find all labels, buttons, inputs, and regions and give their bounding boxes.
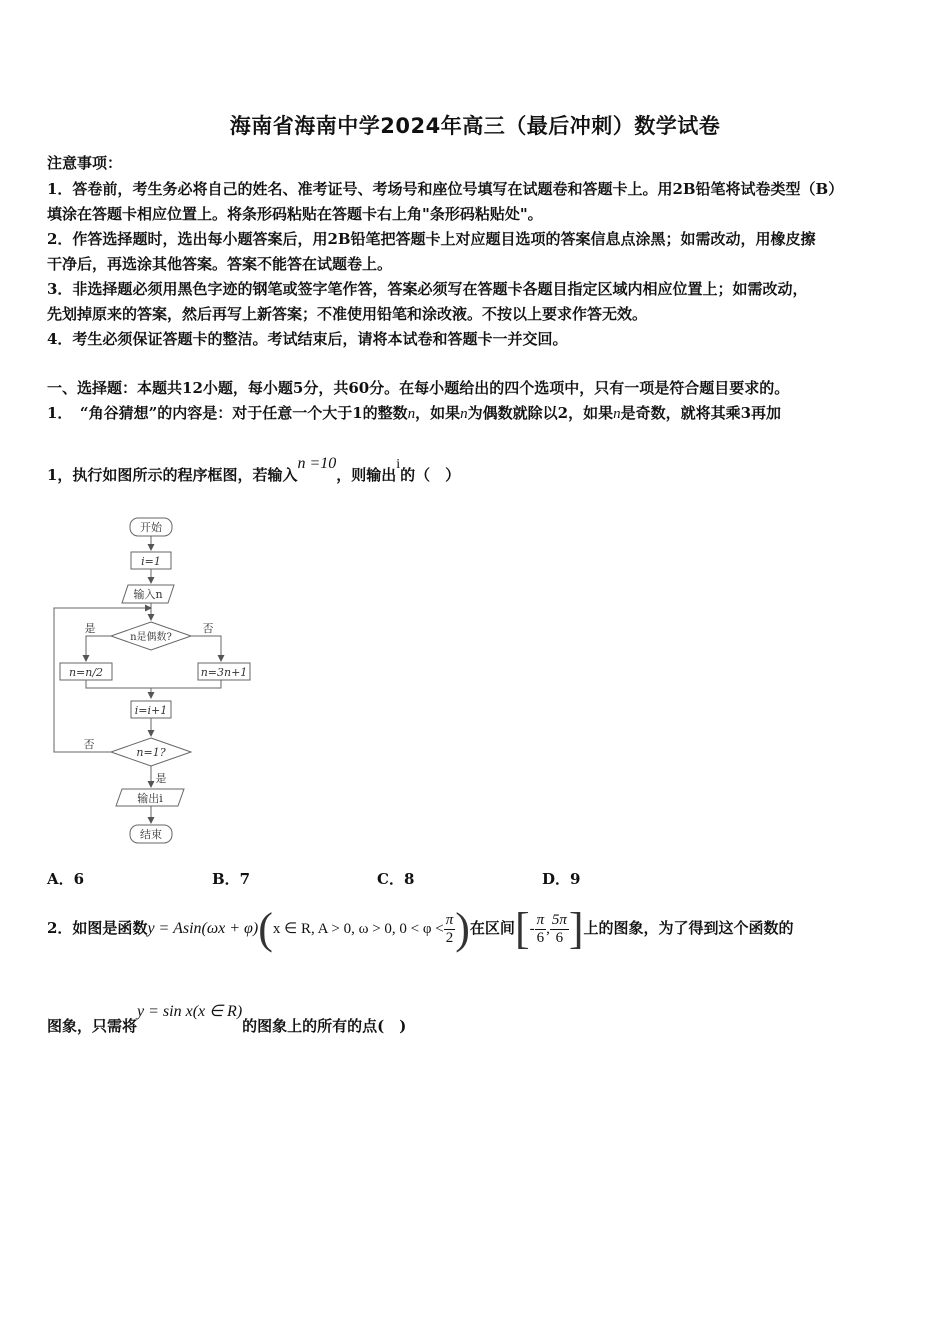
cond1-label: n是偶数? bbox=[130, 632, 172, 643]
q1-text-b: ，如果 bbox=[415, 404, 461, 422]
q1-text-f: ，则输出 bbox=[336, 466, 397, 484]
q1-var-n: n bbox=[460, 406, 468, 422]
yes1-label: 是 bbox=[84, 622, 96, 635]
q1-text-a: 1． “角谷猜想”的内容是：对于任意一个大于1的整数 bbox=[47, 404, 408, 422]
yes2-label: 是 bbox=[155, 772, 167, 785]
left-bracket-icon: [ bbox=[514, 904, 530, 953]
cond2-label: n=1? bbox=[136, 746, 166, 759]
frac-num: π bbox=[536, 911, 545, 928]
frac-den: 2 bbox=[445, 929, 454, 946]
option-d[interactable]: D．9 bbox=[542, 870, 581, 888]
q2-minus: - bbox=[529, 921, 535, 937]
init-label: i=1 bbox=[141, 555, 161, 568]
notice-line: 1．答卷前，考生务必将自己的姓名、准考证号、考场号和座位号填写在试题卷和答题卡上。用2B铅笔将试卷类型（B） bbox=[47, 180, 844, 198]
frac-den: 6 bbox=[555, 929, 564, 946]
flowchart bbox=[46, 512, 266, 852]
q2-func: y = Asin(ωx + φ) bbox=[147, 920, 259, 937]
frac-num: π bbox=[445, 911, 454, 928]
notice-line: 3．非选择题必须用黑色字迹的钢笔或签字笔作答，答案必须写在答题卡各题目指定区域内相应位置上；如需改动， bbox=[47, 280, 808, 298]
q2-suffix: 上的图象，为了得到这个函数的 bbox=[583, 919, 794, 937]
q2-int-frac-1 bbox=[535, 912, 547, 947]
notice-line: 2．作答选择题时，选出每小题答案后，用2B铅笔把答题卡上对应题目选项的答案信息点涂黑；如需改动，用橡皮擦 bbox=[47, 230, 816, 248]
q2-comma: , bbox=[546, 921, 550, 937]
notice-heading: 注意事项： bbox=[47, 154, 123, 172]
q2-prefix: 2．如图是函数 bbox=[47, 919, 148, 937]
question-1-line-2 bbox=[47, 452, 460, 492]
question-2-line-2 bbox=[47, 1000, 406, 1036]
q2-line2-a: 图象，只需将 bbox=[47, 1017, 138, 1035]
right-paren-icon: ) bbox=[455, 904, 470, 953]
incr-label: i=i+1 bbox=[134, 704, 168, 717]
q2-sin-expr: y = sin x(x ∈ R) bbox=[137, 1003, 243, 1020]
start-label: 开始 bbox=[140, 521, 162, 534]
notice-line: 先划掉原来的答案，然后再写上新答案；不准使用铅笔和涂改液。不按以上要求作答无效。 bbox=[47, 305, 648, 323]
even-label: n=n/2 bbox=[68, 666, 104, 679]
no1-label: 否 bbox=[202, 622, 214, 635]
q1-text-g: 的（ ） bbox=[400, 466, 461, 484]
q2-mid: 在区间 bbox=[469, 919, 515, 937]
notice-line: 干净后，再选涂其他答案。答案不能答在试题卷上。 bbox=[47, 255, 393, 273]
q1-text-d: 是奇数，就将其乘3再加 bbox=[620, 404, 782, 422]
frac-den: 6 bbox=[536, 929, 545, 946]
option-a[interactable]: A．6 bbox=[47, 870, 85, 888]
q2-int-frac-2 bbox=[550, 912, 569, 947]
left-paren-icon: ( bbox=[258, 904, 273, 953]
q2-line2-b: 的图象上的所有的点( ) bbox=[242, 1017, 407, 1035]
section-heading: 一、选择题：本题共12小题，每小题5分，共60分。在每小题给出的四个选项中，只有一项是符合题目要求的。 bbox=[47, 379, 790, 397]
page-title: 海南省海南中学2024年高三（最后冲刺）数学试卷 bbox=[229, 114, 721, 138]
question-1-line-1 bbox=[47, 402, 781, 423]
output-label: 输出i bbox=[137, 792, 163, 805]
q2-cond: x ∈ R, A > 0, ω > 0, 0 < φ < bbox=[272, 921, 444, 937]
notice-line: 4．考生必须保证答题卡的整洁。考试结束后，请将本试卷和答题卡一并交回。 bbox=[47, 330, 568, 348]
no2-label: 否 bbox=[83, 738, 95, 751]
input-label: 输入n bbox=[133, 588, 163, 601]
q1-input-expr: n =10 bbox=[297, 455, 337, 472]
q2-cond-frac bbox=[444, 912, 456, 947]
frac-num: 5π bbox=[551, 911, 567, 928]
odd-label: n=3n+1 bbox=[200, 666, 248, 679]
option-c[interactable]: C．8 bbox=[377, 870, 415, 888]
q1-output-var: i bbox=[396, 457, 401, 472]
notice-line: 填涂在答题卡相应位置上。将条形码粘贴在答题卡右上角"条形码粘贴处"。 bbox=[47, 205, 543, 223]
q1-var-n: n bbox=[407, 406, 416, 422]
q1-text-c: 为偶数就除以2，如果 bbox=[467, 404, 614, 422]
q1-text-e: 1，执行如图所示的程序框图，若输入 bbox=[47, 466, 298, 484]
q1-var-n: n bbox=[613, 406, 621, 422]
end-label: 结束 bbox=[140, 828, 162, 841]
question-2-line-1 bbox=[47, 905, 794, 951]
option-b[interactable]: B．7 bbox=[212, 870, 251, 888]
right-bracket-icon: ] bbox=[568, 904, 584, 953]
